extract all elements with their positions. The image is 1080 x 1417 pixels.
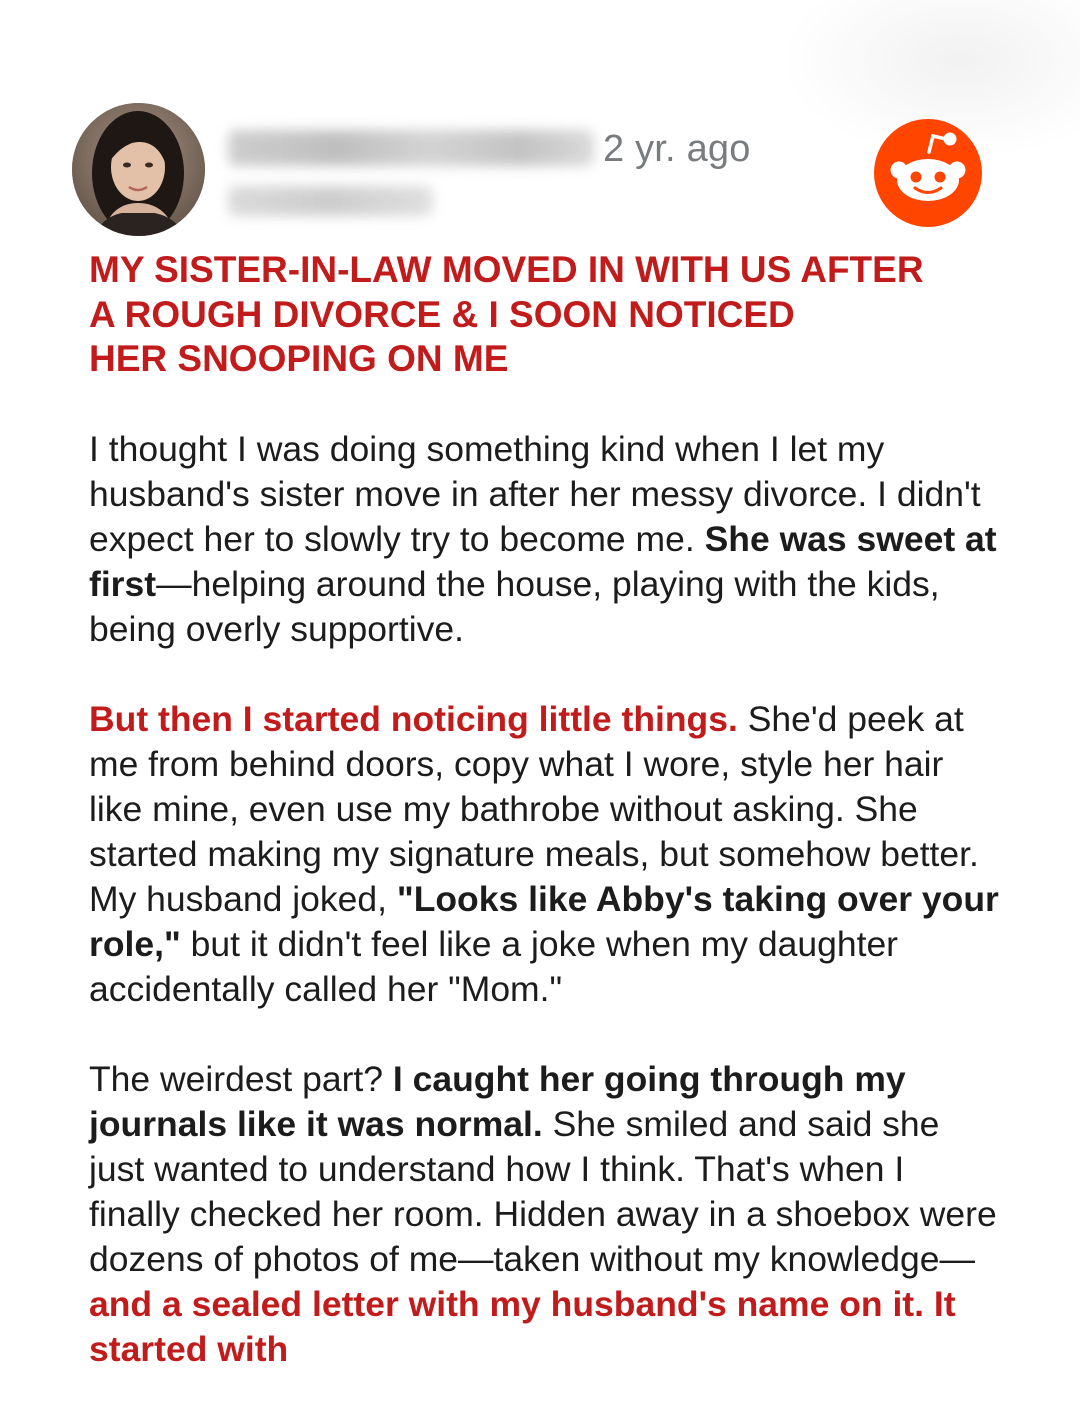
p2-text-end: but it didn't feel like a joke when my daughter accidentally called her "Mom." [89, 924, 899, 1009]
p2-bold-quote: "Looks like Abby's taking over your role," [89, 879, 999, 964]
reddit-logo-icon[interactable] [873, 118, 983, 228]
post-title-line: MY SISTER-IN-LAW MOVED IN WITH US AFTER [89, 249, 924, 290]
post-title-line: HER SNOOPING ON ME [89, 338, 509, 379]
p3-red-highlight: and a sealed letter with my husband's name on it. It started with [89, 1284, 956, 1369]
username-blurred[interactable] [228, 130, 594, 166]
post-title [89, 248, 989, 382]
p2-text: She'd peek at me from behind doors, copy what I wore, style her hair like mine, even use my bathrobe without asking. She started making my signature meals, but somehow better. My husband joked, [89, 699, 979, 919]
p2-red-highlight: But then I started noticing little things. [89, 699, 738, 739]
p1-text: I thought I was doing something kind when I let my husband's sister move in after her messy divorce. I didn't expect her to slowly try to become me. [89, 429, 981, 559]
p3-bold: I caught her going through my journals like it was normal. [89, 1059, 906, 1144]
p3-text-mid: She smiled and said she just wanted to understand how I think. That's when I finally checked her room. Hidden away in a shoebox were dozens of photos of me—taken without my knowledge— [89, 1104, 997, 1279]
p3-text: The weirdest part? [89, 1059, 393, 1099]
post-body [89, 427, 999, 1417]
p1-text-end: —helping around the house, playing with the kids, being overly supportive. [89, 564, 940, 649]
paragraph-3 [89, 1057, 999, 1372]
post-timestamp: 2 yr. ago [603, 128, 751, 170]
paragraph-1 [89, 427, 999, 652]
avatar[interactable] [72, 103, 205, 236]
post-title-line: A ROUGH DIVORCE & I SOON NOTICED [89, 293, 795, 335]
subreddit-blurred[interactable] [228, 186, 433, 216]
p1-bold: She was sweet at first [89, 519, 997, 604]
paragraph-2 [89, 697, 999, 1012]
